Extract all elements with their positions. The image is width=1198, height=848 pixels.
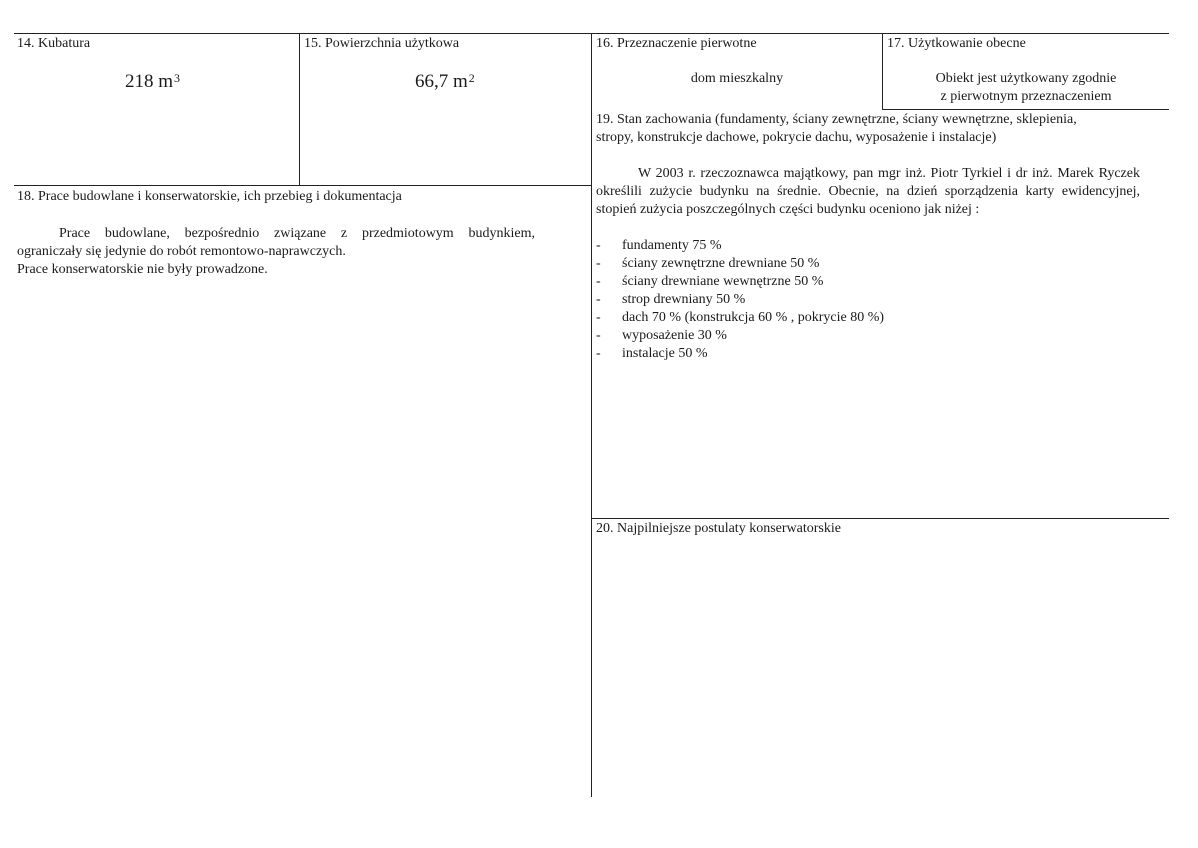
field-18-paragraph-1: Prace budowlane, bezpośrednio związane z przedmiotowym budynkiem, ograniczały się jedynie do robót remontowo-naprawczych. <box>17 226 535 259</box>
divider-14-18 <box>14 185 591 186</box>
list-item <box>596 255 884 273</box>
field-19-intro: W 2003 r. rzeczoznawca majątkowy, pan mgr inż. Piotr Tyrkiel i dr inż. Marek Ryczek określili zużycie budynku na średnie. Obecnie, na dzień sporządzenia karty ewidencyjnej, stopień zużycia poszczególnych części budynku oceniono jak niżej : <box>596 166 1140 217</box>
field-19-label-line-1: 19. Stan zachowania (fundamenty, ściany zewnętrzne, ściany wewnętrzne, sklepienia, <box>596 112 1077 127</box>
list-bullet: - <box>596 310 601 325</box>
divider-16-17 <box>882 33 883 109</box>
list-item <box>596 327 884 345</box>
list-item-text: strop drewniany 50 % <box>622 292 746 307</box>
list-item-text: ściany zewnętrzne drewniane 50 % <box>622 256 820 271</box>
field-14-label: 14. Kubatura <box>17 36 91 51</box>
list-bullet: - <box>596 328 601 343</box>
field-17-value-line-1: Obiekt jest użytkowany zgodnie <box>935 71 1117 86</box>
field-18-paragraph-2: Prace konserwatorskie nie były prowadzone. <box>17 262 268 277</box>
field-14-value-text: 218 m <box>125 71 174 92</box>
field-16-value: dom mieszkalny <box>690 71 784 86</box>
field-14-value-exponent: 3 <box>174 71 181 85</box>
list-item-text: ściany drewniane wewnętrzne 50 % <box>622 274 824 289</box>
field-14-value <box>125 71 180 93</box>
field-17-value <box>886 70 1166 106</box>
field-17-value-line-2: z pierwotnym przeznaczeniem <box>940 89 1112 104</box>
list-item-text: fundamenty 75 % <box>622 238 722 253</box>
list-item <box>596 273 884 291</box>
field-20-label: 20. Najpilniejsze postulaty konserwatorskie <box>596 521 841 536</box>
divider-14-15 <box>299 33 300 185</box>
field-19-wear-list <box>596 237 884 363</box>
list-item-text: wyposażenie 30 % <box>622 328 727 343</box>
field-15-value-text: 66,7 m <box>415 71 468 92</box>
field-16-label: 16. Przeznaczenie pierwotne <box>596 36 757 51</box>
field-15-label: 15. Powierzchnia użytkowa <box>304 36 460 51</box>
list-item <box>596 309 884 327</box>
list-bullet: - <box>596 256 601 271</box>
list-item <box>596 291 884 309</box>
list-bullet: - <box>596 346 601 361</box>
field-17-label: 17. Użytkowanie obecne <box>887 36 1026 51</box>
divider-19-20 <box>591 518 1169 519</box>
list-item-text: instalacje 50 % <box>622 346 708 361</box>
list-bullet: - <box>596 274 601 289</box>
list-item <box>596 237 884 255</box>
divider-17-19 <box>882 109 1169 110</box>
main-vertical-divider <box>591 33 592 797</box>
list-bullet: - <box>596 292 601 307</box>
field-19-label-line-2: stropy, konstrukcje dachowe, pokrycie dachu, wyposażenie i instalacje) <box>596 130 997 145</box>
field-18-label: 18. Prace budowlane i konserwatorskie, ich przebieg i dokumentacja <box>17 189 402 204</box>
list-item-text: dach 70 % (konstrukcja 60 % , pokrycie 80 %) <box>622 310 885 325</box>
list-bullet: - <box>596 238 601 253</box>
field-15-value <box>415 71 475 93</box>
field-15-value-exponent: 2 <box>468 71 475 85</box>
list-item <box>596 345 884 363</box>
